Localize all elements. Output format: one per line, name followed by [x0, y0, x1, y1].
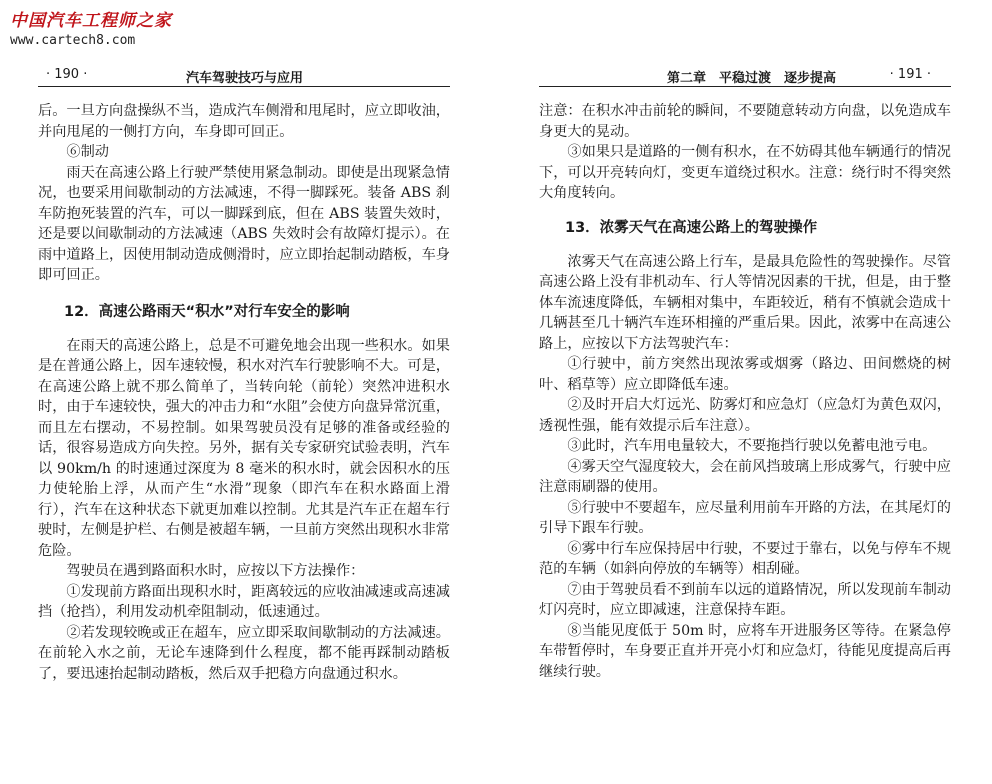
list-item: ②及时开启大灯远光、防雾灯和应急灯（应急灯为黄色双闪，透视性强，能有效提示后车注意）。 — [539, 397, 951, 434]
section-heading-12: 12．高速公路雨天“积水”对行车安全的影响 — [64, 303, 350, 320]
list-item: ③此时，汽车用电量较大，不要拖挡行驶以免蓄电池亏电。 — [567, 438, 937, 454]
right-running-title: 第二章 平稳过渡 逐步提高 — [667, 71, 837, 86]
list-item: ①行驶中，前方突然出现浓雾或烟雾（路边、田间燃烧的树叶、稻草等）应立即降低车速。 — [539, 356, 951, 393]
subheading-braking: ⑥制动 — [66, 144, 109, 160]
left-running-title: 汽车驾驶技巧与应用 — [186, 71, 304, 86]
list-item: ③如果只是道路的一侧有积水，在不妨碍其他车辆通行的情况下，可以开亮转向灯，变更车道绕过积水。注意：绕行时不得突然大角度转向。 — [539, 144, 951, 201]
right-page-header — [539, 64, 951, 87]
paragraph: 在雨天的高速公路上，总是不可避免地会出现一些积水。如果是在普通公路上，因车速较慢，积水对汽车行驶影响不大。可是，在高速公路上就不那么简单了，当转向轮（前轮）突然冲进积水时，由于车速较快，强大的冲击力和“水阻”会使方向盘异常沉重，而且左右摆动，不易控制。如果驾驶员没有足够的准备或经验的话，很容易造成方向失控。另外，据有关专家研究试验表明，汽车以 90km/h 的时速通过深度为 8 毫米的积水时，就会因积水的压力使轮胎上浮，从而产生“水滑”现象（即汽车在积水路面上滑行），汽车在这种状态下就更加难以控制。尤其是汽车正在超车行驶时，左侧是护栏、右侧是被超车辆，一旦前方突然出现积水非常危险。 — [38, 337, 450, 559]
paragraph: 浓雾天气在高速公路上行车，是最具危险性的驾驶操作。尽管高速公路上没有非机动车、行人等情况因素的干扰，但是，由于整体车流速度降低，车辆相对集中，车距较近，稍有不慎就会造成十几辆甚至几十辆汽车连环相撞的严重后果。因此，浓雾中在高速公路上，应按以下方法驾驶汽车： — [539, 253, 951, 352]
right-page-content — [539, 87, 951, 682]
list-item: ⑥雾中行车应保持居中行驶，不要过于靠右，以免与停车不规范的车辆（如斜向停放的车辆等）相刮碰。 — [539, 540, 951, 577]
list-item: ⑧当能见度低于 50m 时，应将车开进服务区等待。在紧急停车带暂停时，车身要正直并开亮小灯和应急灯，待能见度提高后再继续行驶。 — [539, 622, 951, 680]
left-page — [38, 64, 450, 684]
paragraph: 注意：在积水冲击前轮的瞬间，不要随意转动方向盘，以免造成车身更大的晃动。 — [539, 103, 951, 140]
watermark — [10, 6, 172, 48]
left-page-number: · 190 · — [46, 67, 88, 82]
list-item: ①发现前方路面出现积水时，距离较远的应收油减速或高速减挡（抢挡），利用发动机牵阻制动，低速通过。 — [38, 583, 450, 620]
list-item: ⑦由于驾驶员看不到前车以远的道路情况，所以发现前车制动灯闪亮时，应立即减速，注意保持车距。 — [539, 581, 951, 618]
watermark-url: www.cartech8.com — [10, 33, 136, 48]
list-item: ④雾天空气湿度较大，会在前风挡玻璃上形成雾气，行驶中应注意雨刷器的使用。 — [539, 458, 951, 495]
paragraph: 后。一旦方向盘操纵不当，造成汽车侧滑和甩尾时，应立即收油，并向甩尾的一侧打方向，车身即可回正。 — [38, 103, 450, 140]
right-page-number: · 191 · — [889, 67, 931, 82]
watermark-site-name: 中国汽车工程师之家 — [10, 11, 172, 31]
left-page-content — [38, 87, 450, 684]
paragraph: 雨天在高速公路上行驶严禁使用紧急制动。即使是出现紧急情况，也要采用间歇制动的方法减速，不得一脚踩死。装备 ABS 刹车防抱死装置的汽车，可以一脚踩到底，但在 ABS 装置失效时，还是要以间歇制动的方法减速（ABS 失效时会有故障灯提示）。在雨中道路上，因使用制动造成侧滑时，应立即抬起制动踏板，车身即可回正。 — [38, 164, 450, 283]
section-heading-13: 13．浓雾天气在高速公路上的驾驶操作 — [565, 219, 818, 236]
paragraph: 驾驶员在遇到路面积水时，应按以下方法操作： — [66, 563, 365, 579]
left-page-header — [38, 64, 450, 87]
list-item: ⑤行驶中不要超车，应尽量利用前车开路的方法，在其尾灯的引导下跟车行驶。 — [539, 499, 951, 536]
list-item: ②若发现较晚或正在超车，应立即采取间歇制动的方法减速。在前轮入水之前，无论车速降到什么程度，都不能再踩制动踏板了，要迅速抬起制动踏板，然后双手把稳方向盘通过积水。 — [38, 624, 450, 682]
right-page — [539, 64, 951, 682]
